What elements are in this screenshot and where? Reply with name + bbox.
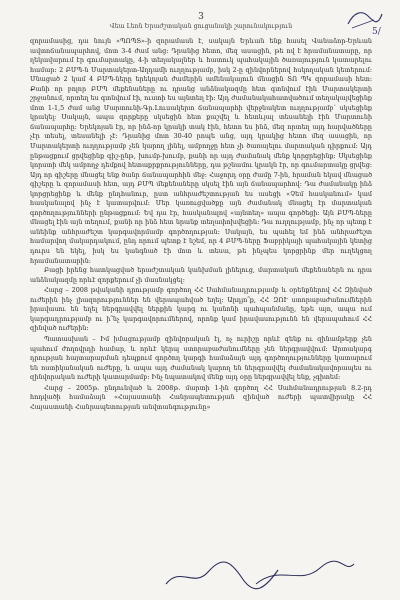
handwritten-mark-icon bbox=[344, 6, 386, 36]
paragraph-answer: Պատասխան – Իմ իմացությամբ զինվորական էլ, ոչ ուրիշը որևէ զենք ու զինամթերք չեն պահում ժողովրդի համար, և որևէ կերպ ստորաբաժանումները չեն ներգրավվում։ Արտակարգ դրության հայտարարման դեպքում գործող կարգի համաձայն այդ գործողությունները կատարում են ոստիկանական ուժերը, և ապա այդ ժամանակ կարող են ներգրավվել ժամանակավորապես ու զինվորական ուժերի կատարմամբ։ Ինչ նպատակով մենք այդ օրը ներգրավվել ենք, չգիտեմ։ bbox=[30, 334, 372, 382]
paragraph-question: Հարց – 2008 թվականի դրությամբ գործող ՀՀ Սահմանադրությամբ և օրենքներով ՀՀ Զինված ուժերին ինչ լիազորություններ են վերապահված եղել։ Արդյո՞ք, ՀՀ ԶՈՒ ստորաբաժանումներին իրավասու են եղել ներգրավվել ներքին կարգ ու կանոնի պահպանմանը, եթե այո, ապա ում կարգադրությամբ ու ի՞նչ կարգավորումներով, որոնք կամ իրավասությունն են վերապահում ՀՀ զինված ուժերին։ bbox=[30, 286, 372, 333]
paragraph: զորամասից, դա նույն «ՊՈՊՏ»-ի զորամասն է, սակայն Երևան ենք հասել Վանաձոր-Երևան ավտոճանապարհով, մոտ 3-4 ժամ անց։ Դրանից հետո, մեզ ասացին, թե ով է հրամանատարը, որ ղեկավարում էր գումարտակը, 4-ի տեղակալներ և հատուկ պահակային ծառայություն կատարելու համար։ 2 ԲՄՊ-ն Մարտակերտ-Աղդամի ուղղությամբ, իսկ 2-ը զինվորներով հսկողական կետերում։ Մնացած 2 կամ 4 ԲՄՊ-ները երեկոյան ժամերին ամենակայուն մնացին ՏՈ ՊԿ զորամասի հետ։ Քանի որ բոլոր ԲՄՊ մեքենաները ու դրանց անձնակազմը հետ գտնվում էին Մարտակերտի շրջանում, որտեղ ես գտնվում էի, ուստի ես այնտեղ էի։ Այդ ժամանակահատվածում տեղակայվեցինք մոտ 1-1,5 ժամ անց Մարտունի-Գր.Լուսակերտ ճանապարհի վերջնակետ ուղղությամբ՝ սկսեցինք կրակել։ Սակայն, ապա զորքերը սկսեցին հետ քաշվել և հետևյալ տեսանելի էին Մարտունի ճանապարհը։ Երեկոյան էր, որ ինձ-որ կրակի տակ էին, հետո ես ինձ, մեզ որտեղ այդ հարվածները չէր տեսել, տեսանելի չէ։ Դրանից մոտ 30-40 րոպե անց, այդ կրակից հետո մեզ ասացին, որ Մարտակերտի ուղղությամբ չեն կարող լինել, ամբողջը հետ չի ծառայելու մարտական դիրքում։ Այդ ընթացքում ցրվեցինք գիշ-ընթ, խումբ-խումբ, քանի որ այդ ժամանակ մենք կորցրեցինք։ Սկսեցինք կորստի մեկ ամբողջ դեմքով հետաքրքրությունները, դա թշնամու կրակն էր, որ գումարտակը ցրվեց։ Այդ որ գիշերը մնացել ենք ծանր ճանապարհին մեջ։ Հաջորդ օրը ժամը 7-ին, հրաման եկավ մնացած գիշերը և զորամասի հետ, այդ ԲՄՊ մեքենաները սկսել էին այն ճանապարհով։ Դա ժամանակը ինձ կորցրեցինք և մենք ընդհանուր, ըստ անհրաժեշտության ես ասեցի «Չեմ հասկանում» կամ հասկանալով ինչ է կատարվում։ Մեր կառուցվածքը այն ժամանակ մնացել էր մարտական գործողությունների ընթացքում։ Եվ դա էր, հասկանալով «այնտեղ» ապա գործեցի։ Այն ԲՄՊ-ները մնացել էին այն տեղում, քանի որ ինձ հետ նրանք տեղափոխվեցին։ Դա ուղղությամբ, ինչ որ պետք է անեինք անհրաժեշտ կարգավորմամբ գործողության։ Սակայն, ես պահել եմ ինձ անհրաժեշտ համարվող մակարդակում, ընդ որում պետք է նշեմ, որ 4 ԲՄՊ-ները Ֆաբրիկայի պահակային կետից դուրս են եկել, իսկ ես կանգնած էի մոտ և տեսա, թե ինչպես կորցրինք մեր ուղեկցող հրամանատարին։ bbox=[30, 37, 372, 265]
running-header: Վեա Լեռն Երաժշտական ցուցանակի շարունակություն bbox=[109, 23, 293, 30]
stamp-text: 5/ bbox=[372, 27, 381, 36]
paragraph-question: Հարց – 2005թ. ընդունված և 2008թ. մարտի 1-ին գործող ՀՀ Սահմանադրության 8.2-րդ հոդվածի համաձայն «Հայաստանի Հանրապետության զինված ուժերի պատվիրակը ՀՀ Հայաստանի Հանրապետության անվտանգությունը» bbox=[30, 383, 372, 411]
signature-icon bbox=[160, 554, 360, 594]
document-body bbox=[30, 37, 372, 412]
page-number: 3 bbox=[198, 12, 204, 22]
paragraph: Բացի իրենց հատկացված երաժշտական կանխման լինելուց, մարտական մեքենաներն ու դրա անձնակազմը որևէ զորքերում չի մասնակցել։ bbox=[30, 266, 372, 284]
